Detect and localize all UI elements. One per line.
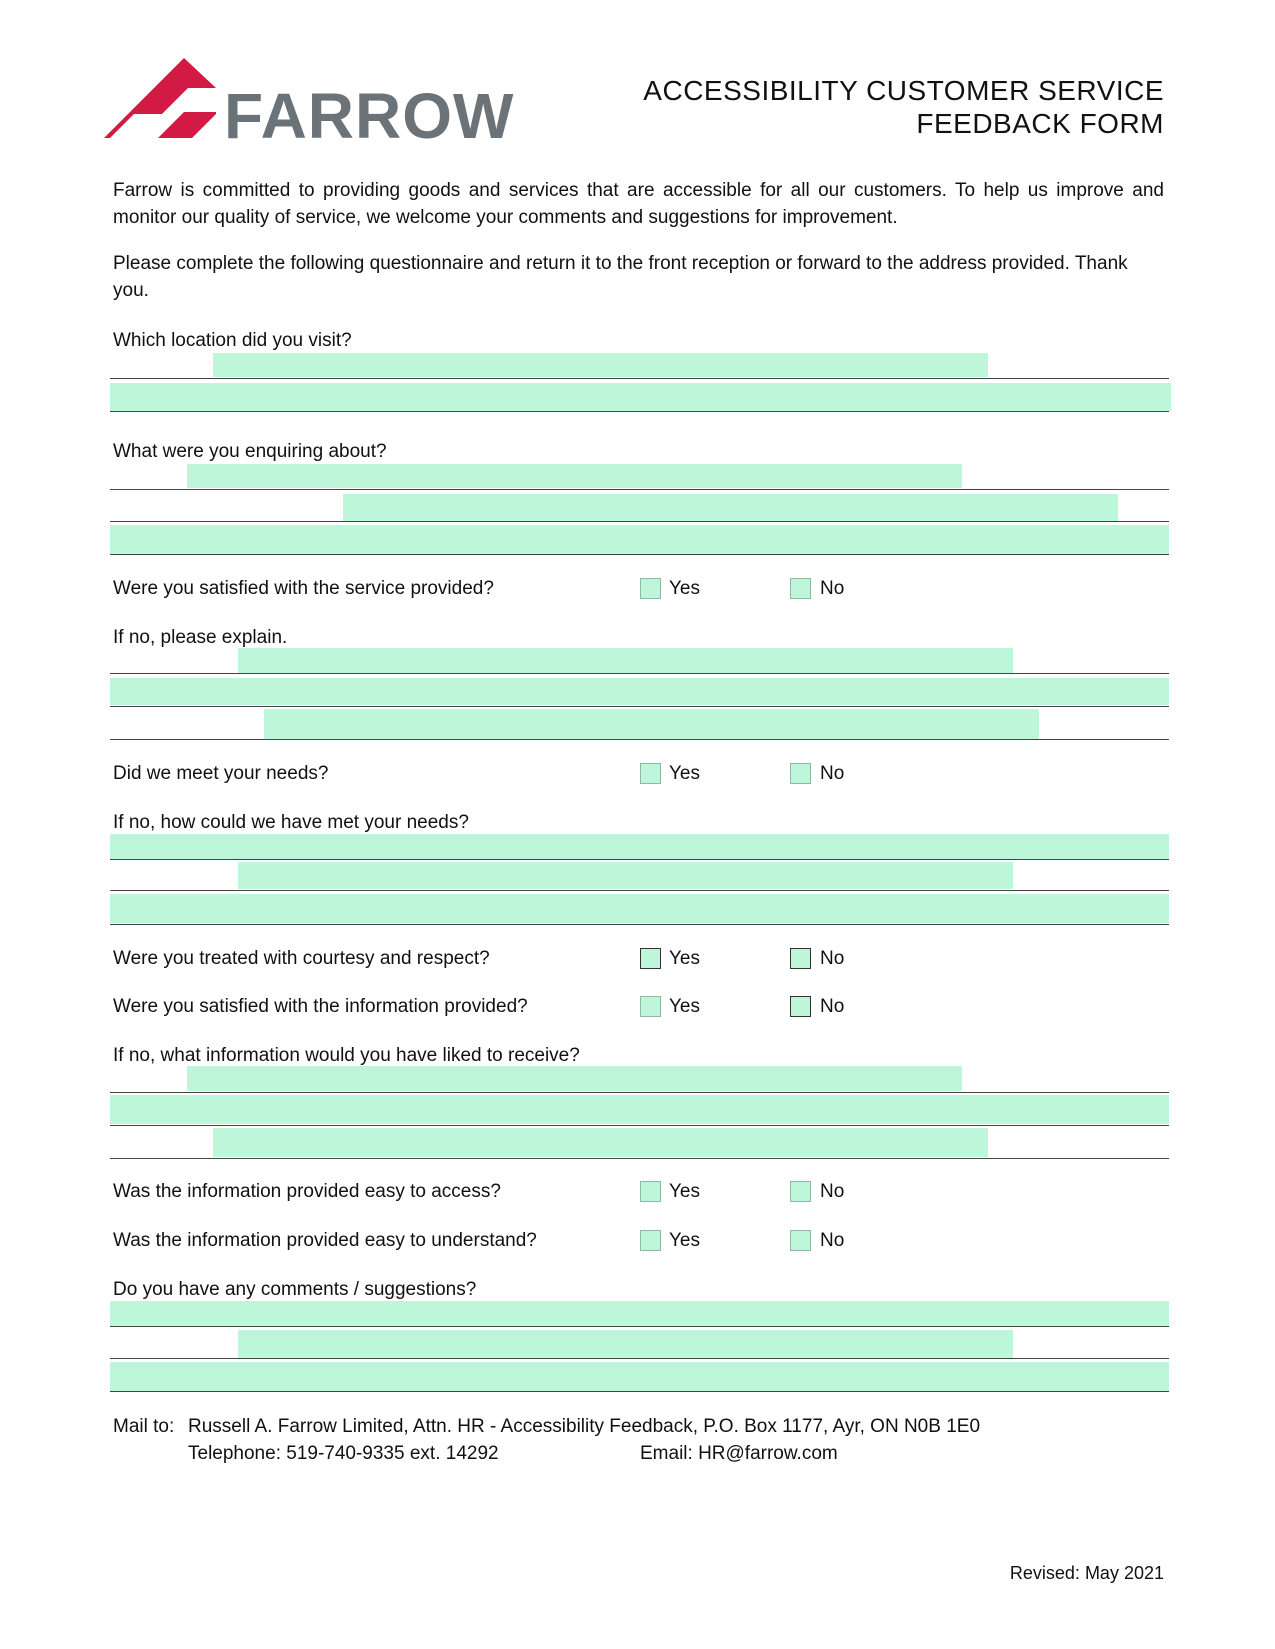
satisfied-info-yes-checkbox[interactable] xyxy=(640,996,661,1017)
info-liked-field-3[interactable] xyxy=(213,1128,988,1157)
question-location: Which location did you visit? xyxy=(113,330,352,351)
yes-label: Yes xyxy=(669,996,700,1017)
needs-how-field-1[interactable] xyxy=(110,834,1169,859)
line xyxy=(110,1391,1169,1392)
question-needs-how: If no, how could we have met your needs? xyxy=(113,812,469,833)
satisfied-service-yes-checkbox[interactable] xyxy=(640,578,661,599)
courtesy-yes-checkbox[interactable] xyxy=(640,948,661,969)
needs-yes-checkbox[interactable] xyxy=(640,763,661,784)
no-label: No xyxy=(820,1181,845,1202)
line xyxy=(110,1092,1169,1093)
yes-label: Yes xyxy=(669,1230,700,1251)
question-easy-understand: Was the information provided easy to understand? xyxy=(113,1230,537,1251)
yes-label: Yes xyxy=(669,578,700,599)
line xyxy=(110,489,1169,490)
location-field-2[interactable] xyxy=(110,383,1171,411)
question-satisfied-info: Were you satisfied with the information provided? xyxy=(113,996,528,1017)
question-info-liked: If no, what information would you have liked to receive? xyxy=(113,1045,580,1066)
easy-access-yes-checkbox[interactable] xyxy=(640,1181,661,1202)
yes-label: Yes xyxy=(669,1181,700,1202)
explain-field-3[interactable] xyxy=(264,709,1039,739)
line xyxy=(110,411,1169,412)
line xyxy=(110,1125,1169,1126)
question-courtesy: Were you treated with courtesy and respect? xyxy=(113,948,490,969)
no-label: No xyxy=(820,1230,845,1251)
easy-access-no-checkbox[interactable] xyxy=(790,1181,811,1202)
email: Email: HR@farrow.com xyxy=(640,1443,838,1464)
explain-field-2[interactable] xyxy=(110,678,1169,705)
revised-date: Revised: May 2021 xyxy=(1009,1563,1164,1583)
explain-field-1[interactable] xyxy=(238,648,1013,673)
mail-to-label: Mail to: xyxy=(113,1416,175,1437)
easy-understand-yes-checkbox[interactable] xyxy=(640,1230,661,1251)
line xyxy=(110,924,1169,925)
info-liked-field-1[interactable] xyxy=(187,1066,962,1091)
satisfied-info-no-checkbox[interactable] xyxy=(790,996,811,1017)
needs-no-checkbox[interactable] xyxy=(790,763,811,784)
line xyxy=(110,706,1169,707)
needs-how-field-2[interactable] xyxy=(238,862,1013,889)
line xyxy=(110,859,1169,860)
question-comments: Do you have any comments / suggestions? xyxy=(113,1279,477,1300)
yes-label: Yes xyxy=(669,763,700,784)
comments-field-3[interactable] xyxy=(110,1362,1169,1391)
farrow-logo-text: FARROW xyxy=(224,80,515,152)
line xyxy=(110,554,1169,555)
info-liked-field-2[interactable] xyxy=(110,1095,1169,1124)
line xyxy=(110,673,1169,674)
mailing-address: Russell A. Farrow Limited, Attn. HR - Accessibility Feedback, P.O. Box 1177, Ayr, ON N0B 1E0 xyxy=(188,1416,981,1437)
question-needs: Did we meet your needs? xyxy=(113,763,329,784)
courtesy-no-checkbox[interactable] xyxy=(790,948,811,969)
satisfied-service-no-checkbox[interactable] xyxy=(790,578,811,599)
question-satisfied-service: Were you satisfied with the service provided? xyxy=(113,578,494,599)
farrow-logo-mark xyxy=(104,58,216,140)
line xyxy=(110,378,1169,379)
form-title xyxy=(643,74,1164,140)
question-explain: If no, please explain. xyxy=(113,627,288,648)
line xyxy=(110,1326,1169,1327)
line xyxy=(110,1358,1169,1359)
line xyxy=(110,739,1169,740)
needs-how-field-3[interactable] xyxy=(110,894,1169,923)
enquiring-field-3[interactable] xyxy=(110,525,1169,554)
no-label: No xyxy=(820,996,845,1017)
no-label: No xyxy=(820,763,845,784)
comments-field-1[interactable] xyxy=(110,1301,1169,1326)
enquiring-field-2[interactable] xyxy=(343,494,1118,521)
intro-paragraph-2: Please complete the following questionnaire and return it to the front reception or forward to the address provided. Thank you. xyxy=(113,253,1128,301)
line xyxy=(110,890,1169,891)
question-easy-access: Was the information provided easy to access? xyxy=(113,1181,501,1202)
line xyxy=(110,1158,1169,1159)
telephone: Telephone: 519-740-9335 ext. 14292 xyxy=(188,1443,499,1464)
form-title-line2: FEEDBACK FORM xyxy=(916,108,1164,139)
intro-paragraph-1: Farrow is committed to providing goods and services that are accessible for all our customers. To help us improve and monitor our quality of service, we welcome your comments and suggestions for improvement. xyxy=(113,180,1164,228)
form-title-line1: ACCESSIBILITY CUSTOMER SERVICE xyxy=(643,75,1164,106)
comments-field-2[interactable] xyxy=(238,1330,1013,1358)
no-label: No xyxy=(820,578,845,599)
enquiring-field-1[interactable] xyxy=(187,464,962,488)
yes-label: Yes xyxy=(669,948,700,969)
line xyxy=(110,521,1169,522)
easy-understand-no-checkbox[interactable] xyxy=(790,1230,811,1251)
question-enquiring: What were you enquiring about? xyxy=(113,441,387,462)
no-label: No xyxy=(820,948,845,969)
location-field-1[interactable] xyxy=(213,353,988,377)
